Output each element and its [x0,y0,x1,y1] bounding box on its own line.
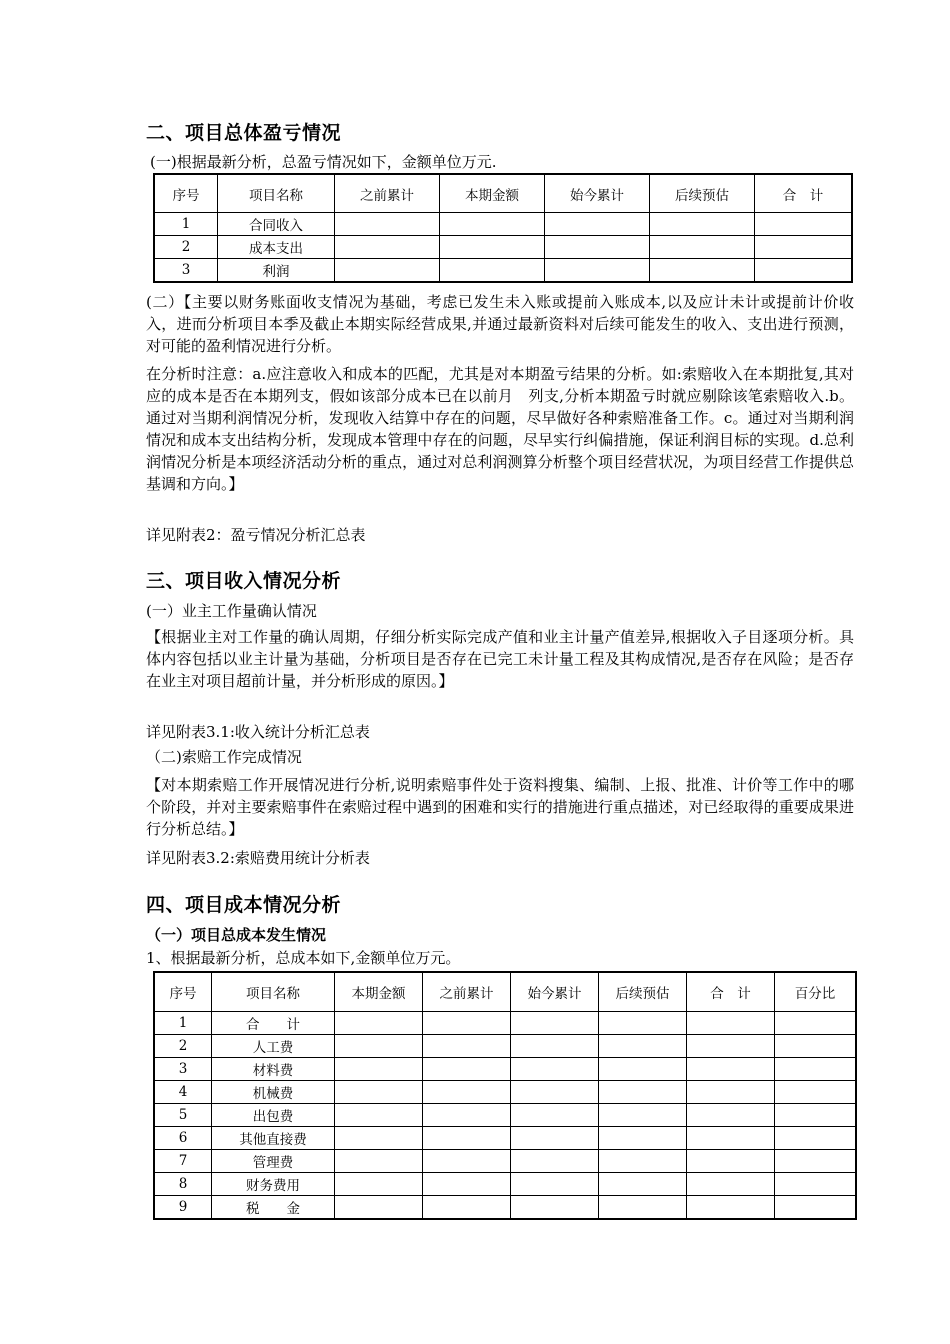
table-row [154,1104,856,1127]
table-cell: 材料费 [212,1058,335,1081]
table-header-cell: 之前累计 [335,174,440,213]
table-cell: 合同收入 [218,213,335,236]
table-cell [440,236,545,259]
table-header-cell: 始今累计 [545,174,650,213]
table-cell [687,1127,775,1150]
table-cell [599,1127,687,1150]
table-cell: 4 [154,1081,212,1104]
table-cell [335,1104,423,1127]
table-cell: 管理费 [212,1150,335,1173]
section3-sub2: （二)索赔工作完成情况 [146,748,302,766]
table-cell [599,1196,687,1220]
table-cell [511,1058,599,1081]
section4-sub1-1: 1、根据最新分析，总成本如下,金额单位万元。 [146,949,461,967]
table-cell [511,1196,599,1220]
table-cell [440,259,545,283]
table-cell: 9 [154,1196,212,1220]
table-row [154,236,852,259]
table-header-row [154,174,852,213]
table-cell [687,1035,775,1058]
section2-para1: (二）【主要以财务账面收支情况为基础，考虑已发生未入账或提前入账成本,以及应计未计或提前计价收入，进而分析项目本季及截止本期实际经营成果,并通过最新资料对后续可能发生的收入、支出进行预测，对可能的盈利情况进行分析。 [146,293,854,355]
table-cell [423,1127,511,1150]
table-header-cell: 后续预估 [650,174,755,213]
table-cell [335,1081,423,1104]
table-header-cell: 后续预估 [599,972,687,1012]
section2-para2: 在分析时注意：a.应注意收入和成本的匹配，尤其是对本期盈亏结果的分析。如:索赔收入在本期批复,其对应的成本是否在本期列支，假如该部分成本已在以前月 列支,分析本期盈亏时就应剔除该笔索赔收入.b。通过对当期利润情况分析，发现收入结算中存在的问题，尽早做好各种索赔准备工作。c。通过对当期利润情况和成本支出结构分析，发现成本管理中存在的问题，尽早实行纠偏措施，保证利润目标的实现。d.总利润情况分析是本项经济活动分析的重点，通过对总利润测算分析整个项目经营状况，为项目经营工作提供总基调和方向。】 [146,365,854,493]
table-cell [545,236,650,259]
table-cell [511,1012,599,1035]
table-cell [775,1081,857,1104]
table-cell [545,213,650,236]
section3-para1: 【根据业主对工作量的确认周期，仔细分析实际完成产值和业主计量产值差异,根据收入子目逐项分析。具体内容包括以业主计量为基础，分析项目是否存在已完工未计量工程及其构成情况,是否存在风险；是否存在业主对项目超前计量，并分析形成的原因。】 [146,628,854,690]
table-cell [687,1104,775,1127]
table-cell [335,1058,423,1081]
table-header-cell: 合 计 [687,972,775,1012]
section3-ref1: 详见附表3.1:收入统计分析汇总表 [146,723,370,741]
table-cell [335,236,440,259]
table-cell [599,1150,687,1173]
section2-ref: 详见附表2：盈亏情况分析汇总表 [146,526,366,544]
table-cell: 2 [154,236,218,259]
table-header-cell: 序号 [154,174,218,213]
table-cell [775,1173,857,1196]
table-cell [650,236,755,259]
table-row [154,1058,856,1081]
table-header-row [154,972,856,1012]
table-cell [650,259,755,283]
table-cell: 7 [154,1150,212,1173]
table-cell [687,1173,775,1196]
table-row [154,1012,856,1035]
table-cell [775,1104,857,1127]
table-cell: 其他直接费 [212,1127,335,1150]
table-header-cell: 百分比 [775,972,857,1012]
table-cell [335,1035,423,1058]
table-header-cell: 序号 [154,972,212,1012]
section4-title: 四、项目成本情况分析 [146,894,342,916]
table-cell [335,213,440,236]
table-cell [423,1150,511,1173]
table-cell [511,1173,599,1196]
table-cell [755,236,853,259]
table-cell: 出包费 [212,1104,335,1127]
table-header-cell: 合 计 [755,174,853,213]
table-cell [687,1150,775,1173]
table-cell [423,1173,511,1196]
section4-sub1: （一）项目总成本发生情况 [146,926,327,944]
table-cell [423,1012,511,1035]
table-cell [511,1104,599,1127]
section3-para2: 【对本期索赔工作开展情况进行分析,说明索赔事件处于资料搜集、编制、上报、批准、计价等工作中的哪个阶段，并对主要索赔事件在索赔过程中遇到的困难和实行的措施进行重点描述，对已经取得的重要成果进行分析总结。】 [146,776,854,838]
table-row [154,213,852,236]
table-cell [599,1012,687,1035]
table-cell [687,1012,775,1035]
table-row [154,1173,856,1196]
section2-sub1: (一)根据最新分析，总盈亏情况如下，金额单位万元. [150,153,497,171]
table-header-cell: 本期金额 [335,972,423,1012]
table-cell [511,1127,599,1150]
table-row [154,1127,856,1150]
table-cell [755,213,853,236]
table-cell [335,1012,423,1035]
table-cell: 1 [154,1012,212,1035]
table-cell [423,1196,511,1220]
table-header-cell: 之前累计 [423,972,511,1012]
table-cell: 利润 [218,259,335,283]
table-header-cell: 项目名称 [212,972,335,1012]
table-cell [599,1035,687,1058]
table-cell [755,259,853,283]
table-cell: 1 [154,213,218,236]
table-cell [650,213,755,236]
table-cell [423,1081,511,1104]
table-cell: 3 [154,1058,212,1081]
table-cell [687,1196,775,1220]
table-cell [423,1058,511,1081]
table-cell [545,259,650,283]
table-header-cell: 项目名称 [218,174,335,213]
table-cell [599,1081,687,1104]
table-cell [599,1173,687,1196]
table-cell [775,1150,857,1173]
table-cell: 合 计 [212,1012,335,1035]
profit-loss-table [153,173,853,283]
section2-title: 二、项目总体盈亏情况 [146,122,342,144]
table-cell [335,1173,423,1196]
section3-sub1: (一）业主工作量确认情况 [146,602,317,620]
table-cell [511,1150,599,1173]
table-cell [335,259,440,283]
table-header-cell: 始今累计 [511,972,599,1012]
table-cell [599,1104,687,1127]
table-cell [775,1196,857,1220]
table-row [154,1150,856,1173]
table-cell [335,1127,423,1150]
table-cell [775,1058,857,1081]
total-cost-table [153,971,857,1220]
table-cell [423,1035,511,1058]
table-row [154,259,852,283]
table-cell [775,1012,857,1035]
table-cell: 人工费 [212,1035,335,1058]
table-cell [599,1058,687,1081]
table-cell: 5 [154,1104,212,1127]
table-cell: 3 [154,259,218,283]
table-cell [775,1127,857,1150]
table-cell: 机械费 [212,1081,335,1104]
table-row [154,1035,856,1058]
table-cell [423,1104,511,1127]
section3-ref2: 详见附表3.2:索赔费用统计分析表 [146,849,370,867]
table-cell: 财务费用 [212,1173,335,1196]
table-cell [687,1081,775,1104]
table-cell: 税 金 [212,1196,335,1220]
table-cell: 2 [154,1035,212,1058]
table-cell [440,213,545,236]
table-row [154,1081,856,1104]
table-header-cell: 本期金额 [440,174,545,213]
table-cell [775,1035,857,1058]
table-cell: 6 [154,1127,212,1150]
table-cell: 成本支出 [218,236,335,259]
section3-title: 三、项目收入情况分析 [146,570,342,592]
table-cell: 8 [154,1173,212,1196]
table-cell [335,1196,423,1220]
table-cell [687,1058,775,1081]
table-row [154,1196,856,1220]
table-cell [511,1081,599,1104]
table-cell [511,1035,599,1058]
table-cell [335,1150,423,1173]
